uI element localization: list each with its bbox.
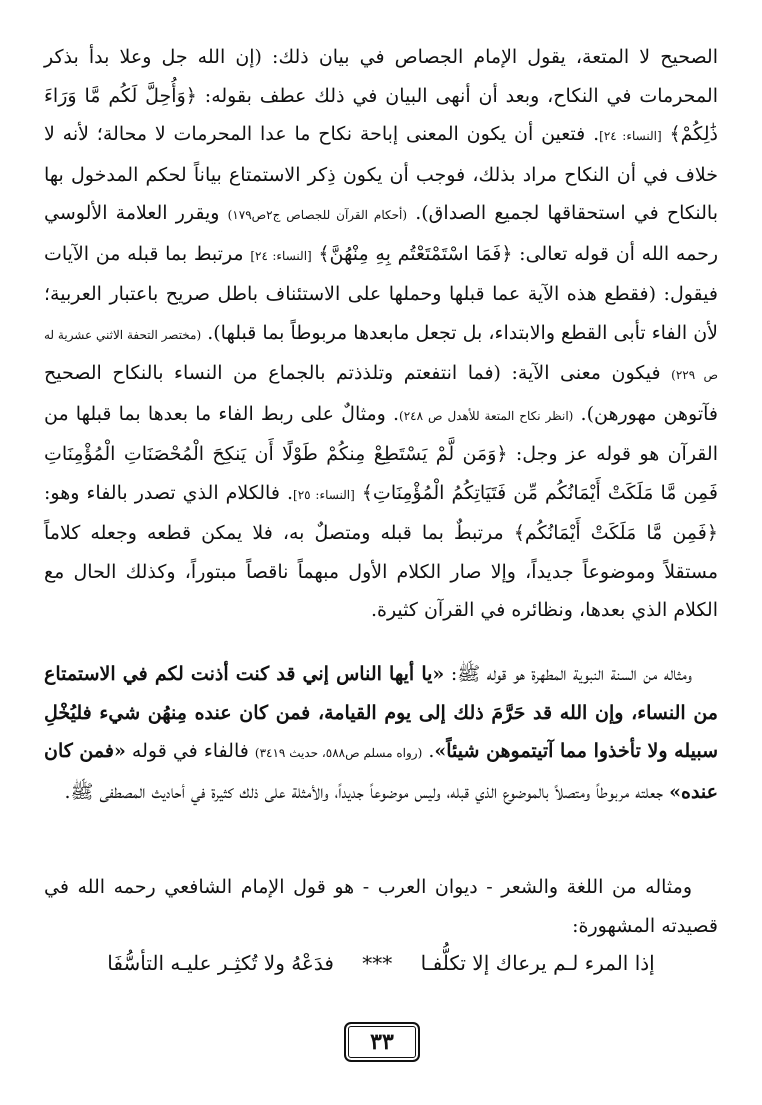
- paragraph-tafsir: [44, 38, 718, 630]
- poem-verse: [0, 948, 762, 978]
- body-text: مرتبط بما قبله من الآيات فيقول: (فقطع هذه الآية عما قبلها وحملها على الاستئناف باطل صريح باعتبار العربية؛ لأن الفاء تأبى القطع والابتداء، بل تجعل مابعدها مربوطاً بما قبلها).: [44, 242, 718, 344]
- citation: (رواه مسلم ص٥٨٨، حديث ٣٤١٩): [254, 746, 423, 760]
- paragraph-3-text: [44, 868, 718, 945]
- body-text: ومثاله من السنة النبوية المطهرة هو قوله ﷺ:: [444, 663, 692, 685]
- body-text: فالفاء في قوله: [125, 740, 255, 762]
- body-text: . فتعين أن يكون المعنى إباحة نكاح ما عدا المحرمات لا محالة؛ لأنه لا خلاف في أن النكاح مراد بذلك، فوجب أن يكون ذِكر الاستمتاع بياناً لحكم المدخول بها بالنكاح في استحقاقها لجميع الصداق).: [44, 123, 718, 224]
- citation: (انظر نكاح المتعة للأهدل ص ٢٤٨): [399, 408, 574, 423]
- verse-second-hemistich: فدَعْهُ ولا تُكثِـر عليـه التأسُّفَا: [107, 951, 334, 975]
- quoted-text: «يا أيها الناس إني قد كنت أذنت لكم في الاستمتاع من النساء، وإن الله قد حَرَّمَ ذلك إلى يوم القيامة، فمن كان عنده مِنهُن شيء فليُخْلِ سبيله ولا تأخذوا مما آتيتموهن شيئاً»: [44, 663, 719, 762]
- body-text: . فالكلام الذي تصدر بالفاء وهو: ﴿فَمِن مَّا مَلَكَتْ أَيْمَانُكُم﴾ مرتبطٌ بما قبله ومتصلٌ به، فلا يمكن قطعه وجعله كلاماً مستقلاً وموضوعاً جديداً، وإلا صار الكلام الأول مبهماً ناقصاً مبتوراً، وكذلك الحال مع الكلام الذي بعدها، ونظائره في القرآن كثيرة.: [44, 481, 718, 621]
- citation: (مختصر التحفة الاثني عشرية له ص ٢٢٩): [44, 327, 718, 382]
- body-text: ومثاله من اللغة والشعر - ديوان العرب - هو قول الإمام الشافعي رحمه الله في قصيدته المشهورة:: [44, 876, 718, 937]
- paragraph-1-text: [44, 38, 718, 630]
- page-number: ٣٣: [344, 1022, 420, 1062]
- paragraph-sunnah-example: [44, 655, 718, 811]
- quoted-text: «فمن كان عنده»: [44, 740, 718, 803]
- citation: [النساء: ٢٥]: [293, 487, 355, 502]
- body-text: ويقرر العلامة الألوسي رحمه الله أن قوله تعالى: ﴿فَمَا اسْتَمْتَعْتُم بِهِ مِنْهُنَّ﴾: [44, 202, 718, 265]
- body-text: فيكون معنى الآية: (فما انتفعتم وتلذذتم بالجماع من النساء بالنكاح الصحيح فآتوهن مهورهن).: [44, 362, 719, 425]
- citation: [النساء: ٢٤]: [250, 248, 312, 263]
- citation: [النساء: ٢٤]: [599, 129, 662, 143]
- verse-separator: ***: [362, 951, 393, 975]
- citation: (أحكام القرآن للجصاص ج٢ص١٧٩): [227, 208, 408, 222]
- paragraph-2-text: [44, 655, 718, 811]
- body-text: الصحيح لا المتعة، يقول الإمام الجصاص في بيان ذلك: (إن الله جل وعلا بدأ بذكر المحرمات في النكاح، وبعد أن أنهى البيان في ذلك عطف بقوله: ﴿وَأُحِلَّ لَكُم مَّا وَرَاءَ ذَٰلِكُمْ﴾: [44, 46, 719, 145]
- body-text: جعلته مربوطاً ومتصلاً بالموضوع الذي قبله، وليس موضوعاً جديداً، والأمثلة على ذلك كثيرة في أحاديث المصطفى ﷺ.: [64, 780, 670, 803]
- body-text: .: [422, 740, 435, 762]
- paragraph-poetry-intro: [44, 868, 718, 945]
- body-text: . ومثالٌ على ربط الفاء ما بعدها بما قبلها من القرآن هو قوله عز وجل: ﴿وَمَن لَّمْ يَسْتَطِعْ مِنكُمْ طَوْلًا أَن يَنكِحَ الْمُحْصَنَاتِ الْمُؤْمِنَاتِ فَمِن مَّا مَلَكَتْ أَيْمَانُكُم مِّن فَتَيَاتِكُمُ الْمُؤْمِنَاتِ﴾: [44, 402, 718, 504]
- verse-first-hemistich: إذا المرء لـم يرعاك إلا تكلُّفـا: [420, 951, 655, 975]
